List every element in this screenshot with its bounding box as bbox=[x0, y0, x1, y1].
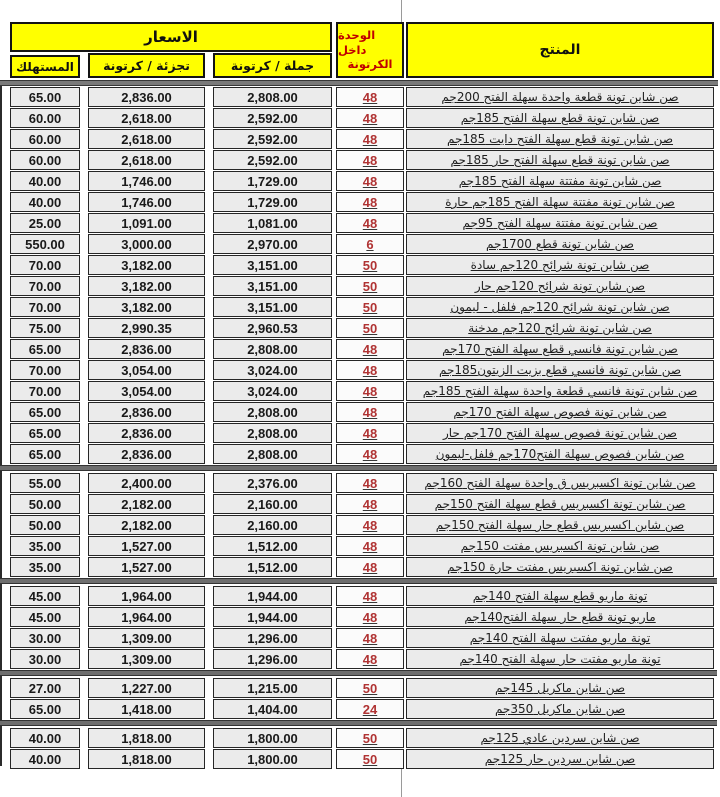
table-row bbox=[0, 234, 720, 254]
units-per-carton-cell: 48 bbox=[336, 515, 404, 535]
wholesale-price-cell: 2,808.00 bbox=[213, 87, 332, 107]
table-row bbox=[0, 129, 720, 149]
table-row bbox=[0, 297, 720, 317]
consumer-price-cell: 65.00 bbox=[10, 444, 80, 464]
header-divider bbox=[0, 80, 718, 86]
consumer-column-header: المستهلك bbox=[10, 55, 80, 78]
wholesale-price-cell: 2,160.00 bbox=[213, 494, 332, 514]
retail-price-cell: 2,182.00 bbox=[88, 515, 205, 535]
table-row bbox=[0, 607, 720, 627]
units-per-carton-column-header bbox=[336, 22, 404, 78]
consumer-price-cell: 65.00 bbox=[10, 87, 80, 107]
units-per-carton-cell: 50 bbox=[336, 318, 404, 338]
consumer-price-cell: 45.00 bbox=[10, 607, 80, 627]
wholesale-price-cell: 1,404.00 bbox=[213, 699, 332, 719]
units-header-line-1: الوحدة داخل bbox=[338, 28, 376, 57]
units-per-carton-cell: 48 bbox=[336, 444, 404, 464]
table-row bbox=[0, 381, 720, 401]
table-row bbox=[0, 494, 720, 514]
gridline-above-table bbox=[401, 0, 402, 23]
section-divider bbox=[0, 720, 717, 726]
table-row bbox=[0, 749, 720, 769]
prices-group-header: الاسعار bbox=[10, 22, 332, 52]
wholesale-price-cell: 1,512.00 bbox=[213, 557, 332, 577]
product-column-header: المنتج bbox=[406, 22, 714, 78]
table-row bbox=[0, 536, 720, 556]
product-name-cell: صن شاين تونة شرائح 120جم مدخنة bbox=[406, 318, 714, 338]
retail-price-cell: 2,990.35 bbox=[88, 318, 205, 338]
product-name-cell: تونة ماريو مفتت حار سهلة الفتح 140جم bbox=[406, 649, 714, 669]
units-per-carton-cell: 24 bbox=[336, 699, 404, 719]
product-name-cell: صن شاين تونة مفتتة سهلة الفتح 185جم bbox=[406, 171, 714, 191]
retail-price-cell: 1,818.00 bbox=[88, 728, 205, 748]
consumer-price-cell: 60.00 bbox=[10, 150, 80, 170]
retail-price-cell: 2,618.00 bbox=[88, 108, 205, 128]
table-row bbox=[0, 339, 720, 359]
product-name-cell: صن شاين تونة قطع سهلة الفتح دايت 185جم bbox=[406, 129, 714, 149]
section-divider bbox=[0, 465, 717, 471]
table-row bbox=[0, 150, 720, 170]
product-name-cell: صن شاين تونة قطع سهلة الفتح حار 185جم bbox=[406, 150, 714, 170]
units-per-carton-cell: 48 bbox=[336, 108, 404, 128]
wholesale-price-cell: 1,512.00 bbox=[213, 536, 332, 556]
table-row bbox=[0, 213, 720, 233]
consumer-price-cell: 70.00 bbox=[10, 381, 80, 401]
retail-price-cell: 1,818.00 bbox=[88, 749, 205, 769]
retail-price-cell: 3,000.00 bbox=[88, 234, 205, 254]
consumer-price-cell: 70.00 bbox=[10, 255, 80, 275]
wholesale-price-cell: 2,808.00 bbox=[213, 402, 332, 422]
wholesale-price-cell: 3,151.00 bbox=[213, 276, 332, 296]
retail-price-cell: 2,836.00 bbox=[88, 339, 205, 359]
consumer-price-cell: 65.00 bbox=[10, 423, 80, 443]
wholesale-price-cell: 2,960.53 bbox=[213, 318, 332, 338]
consumer-price-cell: 40.00 bbox=[10, 728, 80, 748]
table-row bbox=[0, 276, 720, 296]
consumer-price-cell: 40.00 bbox=[10, 749, 80, 769]
consumer-price-cell: 50.00 bbox=[10, 515, 80, 535]
product-name-cell: صن شاين اكسبريس قطع حار سهلة الفتح 150جم bbox=[406, 515, 714, 535]
retail-price-cell: 1,527.00 bbox=[88, 557, 205, 577]
consumer-price-cell: 65.00 bbox=[10, 699, 80, 719]
units-per-carton-cell: 48 bbox=[336, 536, 404, 556]
retail-price-cell: 2,618.00 bbox=[88, 150, 205, 170]
wholesale-price-cell: 2,808.00 bbox=[213, 423, 332, 443]
table-row bbox=[0, 473, 720, 493]
consumer-price-cell: 70.00 bbox=[10, 297, 80, 317]
gridline-below-table bbox=[401, 766, 402, 797]
units-per-carton-cell: 50 bbox=[336, 276, 404, 296]
retail-price-cell: 3,182.00 bbox=[88, 276, 205, 296]
consumer-price-cell: 65.00 bbox=[10, 339, 80, 359]
retail-price-cell: 3,054.00 bbox=[88, 360, 205, 380]
wholesale-price-cell: 3,024.00 bbox=[213, 360, 332, 380]
table-row bbox=[0, 87, 720, 107]
retail-price-cell: 2,182.00 bbox=[88, 494, 205, 514]
retail-price-cell: 1,309.00 bbox=[88, 649, 205, 669]
wholesale-price-cell: 1,729.00 bbox=[213, 171, 332, 191]
units-per-carton-cell: 48 bbox=[336, 494, 404, 514]
table-row bbox=[0, 108, 720, 128]
product-name-cell: صن شاين تونة اكسبريس مفتت حارة 150جم bbox=[406, 557, 714, 577]
wholesale-price-cell: 3,151.00 bbox=[213, 255, 332, 275]
wholesale-price-cell: 1,296.00 bbox=[213, 649, 332, 669]
retail-per-carton-column-header: تجزئة / كرتونة bbox=[88, 53, 205, 78]
table-row bbox=[0, 444, 720, 464]
units-per-carton-cell: 48 bbox=[336, 649, 404, 669]
product-name-cell: صن شاين سردين عادي 125جم bbox=[406, 728, 714, 748]
product-name-cell: صن شاين تونة قطعة واحدة سهلة الفتح 200جم bbox=[406, 87, 714, 107]
wholesale-price-cell: 1,729.00 bbox=[213, 192, 332, 212]
retail-price-cell: 1,746.00 bbox=[88, 171, 205, 191]
consumer-price-cell: 70.00 bbox=[10, 276, 80, 296]
units-per-carton-cell: 6 bbox=[336, 234, 404, 254]
units-per-carton-cell: 48 bbox=[336, 213, 404, 233]
product-name-cell: صن شاين تونة فانسي قطع بزيت الزيتون185جم bbox=[406, 360, 714, 380]
product-name-cell: صن شاين تونة فصوص سهلة الفتح 170جم حار bbox=[406, 423, 714, 443]
consumer-price-cell: 25.00 bbox=[10, 213, 80, 233]
retail-price-cell: 2,836.00 bbox=[88, 423, 205, 443]
consumer-price-cell: 70.00 bbox=[10, 360, 80, 380]
units-per-carton-cell: 50 bbox=[336, 749, 404, 769]
product-name-cell: صن شاين تونة مفتتة سهلة الفتح 185جم حارة bbox=[406, 192, 714, 212]
section-divider bbox=[0, 670, 717, 676]
retail-price-cell: 1,746.00 bbox=[88, 192, 205, 212]
units-per-carton-cell: 48 bbox=[336, 586, 404, 606]
consumer-price-cell: 550.00 bbox=[10, 234, 80, 254]
consumer-price-cell: 30.00 bbox=[10, 628, 80, 648]
consumer-price-cell: 45.00 bbox=[10, 586, 80, 606]
units-per-carton-cell: 48 bbox=[336, 150, 404, 170]
wholesale-price-cell: 2,592.00 bbox=[213, 108, 332, 128]
wholesale-price-cell: 2,160.00 bbox=[213, 515, 332, 535]
wholesale-price-cell: 1,944.00 bbox=[213, 586, 332, 606]
consumer-price-cell: 40.00 bbox=[10, 192, 80, 212]
wholesale-price-cell: 3,151.00 bbox=[213, 297, 332, 317]
units-per-carton-cell: 48 bbox=[336, 423, 404, 443]
retail-price-cell: 1,964.00 bbox=[88, 607, 205, 627]
consumer-price-cell: 35.00 bbox=[10, 557, 80, 577]
product-name-cell: صن شاين تونة مفتتة سهلة الفتح 95جم bbox=[406, 213, 714, 233]
table-row bbox=[0, 360, 720, 380]
product-name-cell: صن شاين تونة شرائح 120جم حار bbox=[406, 276, 714, 296]
wholesale-per-carton-column-header: جملة / كرتونة bbox=[213, 53, 332, 78]
units-per-carton-cell: 48 bbox=[336, 87, 404, 107]
table-row bbox=[0, 628, 720, 648]
wholesale-price-cell: 2,970.00 bbox=[213, 234, 332, 254]
consumer-price-cell: 60.00 bbox=[10, 129, 80, 149]
units-per-carton-cell: 48 bbox=[336, 402, 404, 422]
product-name-cell: صن شاين تونة شرائح 120جم سادة bbox=[406, 255, 714, 275]
consumer-price-cell: 50.00 bbox=[10, 494, 80, 514]
units-per-carton-cell: 48 bbox=[336, 129, 404, 149]
table-row bbox=[0, 699, 720, 719]
wholesale-price-cell: 1,081.00 bbox=[213, 213, 332, 233]
table-row bbox=[0, 192, 720, 212]
units-per-carton-cell: 48 bbox=[336, 192, 404, 212]
table-row bbox=[0, 557, 720, 577]
product-name-cell: صن شاين تونة اكسبريس ق واحدة سهلة الفتح 160جم bbox=[406, 473, 714, 493]
table-row bbox=[0, 728, 720, 748]
retail-price-cell: 1,227.00 bbox=[88, 678, 205, 698]
consumer-price-cell: 55.00 bbox=[10, 473, 80, 493]
table-row bbox=[0, 586, 720, 606]
wholesale-price-cell: 1,296.00 bbox=[213, 628, 332, 648]
product-name-cell: صن شاين ماكريل 145جم bbox=[406, 678, 714, 698]
table-row bbox=[0, 402, 720, 422]
wholesale-price-cell: 2,808.00 bbox=[213, 339, 332, 359]
retail-price-cell: 1,309.00 bbox=[88, 628, 205, 648]
section-divider bbox=[0, 578, 717, 584]
retail-price-cell: 2,836.00 bbox=[88, 444, 205, 464]
product-name-cell: صن شاين تونة اكسبريس مفتت 150جم bbox=[406, 536, 714, 556]
table-row bbox=[0, 678, 720, 698]
wholesale-price-cell: 1,800.00 bbox=[213, 728, 332, 748]
table-body bbox=[0, 87, 720, 770]
wholesale-price-cell: 2,592.00 bbox=[213, 129, 332, 149]
table-row bbox=[0, 171, 720, 191]
product-name-cell: صن شاين تونة فانسي قطع سهلة الفتح 170جم bbox=[406, 339, 714, 359]
retail-price-cell: 2,400.00 bbox=[88, 473, 205, 493]
consumer-price-cell: 35.00 bbox=[10, 536, 80, 556]
product-name-cell: صن شاين تونة قطع 1700جم bbox=[406, 234, 714, 254]
product-name-cell: صن شاين تونة فصوص سهلة الفتح 170جم bbox=[406, 402, 714, 422]
consumer-price-cell: 30.00 bbox=[10, 649, 80, 669]
retail-price-cell: 3,182.00 bbox=[88, 297, 205, 317]
retail-price-cell: 2,836.00 bbox=[88, 87, 205, 107]
table-row bbox=[0, 318, 720, 338]
product-name-cell: ماريو تونة قطع حار سهلة الفتح140جم bbox=[406, 607, 714, 627]
units-per-carton-cell: 48 bbox=[336, 557, 404, 577]
product-name-cell: صن شاين تونة فانسي قطعة واحدة سهلة الفتح 185جم bbox=[406, 381, 714, 401]
units-per-carton-cell: 48 bbox=[336, 473, 404, 493]
wholesale-price-cell: 2,808.00 bbox=[213, 444, 332, 464]
units-per-carton-cell: 48 bbox=[336, 628, 404, 648]
retail-price-cell: 2,618.00 bbox=[88, 129, 205, 149]
units-header-line-2: الكرتونة bbox=[347, 57, 393, 72]
retail-price-cell: 1,964.00 bbox=[88, 586, 205, 606]
wholesale-price-cell: 2,376.00 bbox=[213, 473, 332, 493]
retail-price-cell: 3,054.00 bbox=[88, 381, 205, 401]
units-per-carton-cell: 50 bbox=[336, 678, 404, 698]
units-per-carton-cell: 48 bbox=[336, 339, 404, 359]
consumer-price-cell: 75.00 bbox=[10, 318, 80, 338]
retail-price-cell: 2,836.00 bbox=[88, 402, 205, 422]
consumer-price-cell: 27.00 bbox=[10, 678, 80, 698]
retail-price-cell: 3,182.00 bbox=[88, 255, 205, 275]
consumer-price-cell: 40.00 bbox=[10, 171, 80, 191]
product-name-cell: تونة ماريو قطع سهلة الفتح 140جم bbox=[406, 586, 714, 606]
wholesale-price-cell: 1,215.00 bbox=[213, 678, 332, 698]
retail-price-cell: 1,091.00 bbox=[88, 213, 205, 233]
wholesale-price-cell: 1,944.00 bbox=[213, 607, 332, 627]
wholesale-price-cell: 2,592.00 bbox=[213, 150, 332, 170]
units-per-carton-cell: 50 bbox=[336, 255, 404, 275]
retail-price-cell: 1,527.00 bbox=[88, 536, 205, 556]
table-row bbox=[0, 255, 720, 275]
product-name-cell: صن شاين فصوص سهلة الفتح170جم فلفل-ليمون bbox=[406, 444, 714, 464]
product-name-cell: صن شاين تونة شرائح 120جم فلفل - ليمون bbox=[406, 297, 714, 317]
wholesale-price-cell: 1,800.00 bbox=[213, 749, 332, 769]
product-name-cell: صن شاين تونة قطع سهلة الفتح 185جم bbox=[406, 108, 714, 128]
consumer-price-cell: 65.00 bbox=[10, 402, 80, 422]
units-per-carton-cell: 48 bbox=[336, 171, 404, 191]
units-per-carton-cell: 50 bbox=[336, 728, 404, 748]
product-name-cell: صن شاين تونة اكسبريس قطع سهلة الفتح 150جم bbox=[406, 494, 714, 514]
units-per-carton-cell: 48 bbox=[336, 381, 404, 401]
product-name-cell: صن شاين سردين حار 125جم bbox=[406, 749, 714, 769]
table-row bbox=[0, 649, 720, 669]
retail-price-cell: 1,418.00 bbox=[88, 699, 205, 719]
table-row bbox=[0, 515, 720, 535]
units-per-carton-cell: 48 bbox=[336, 607, 404, 627]
product-name-cell: تونة ماريو مفتت سهلة الفتح 140جم bbox=[406, 628, 714, 648]
product-name-cell: صن شاين ماكريل 350جم bbox=[406, 699, 714, 719]
consumer-price-cell: 60.00 bbox=[10, 108, 80, 128]
units-per-carton-cell: 50 bbox=[336, 297, 404, 317]
table-row bbox=[0, 423, 720, 443]
units-per-carton-cell: 48 bbox=[336, 360, 404, 380]
wholesale-price-cell: 3,024.00 bbox=[213, 381, 332, 401]
